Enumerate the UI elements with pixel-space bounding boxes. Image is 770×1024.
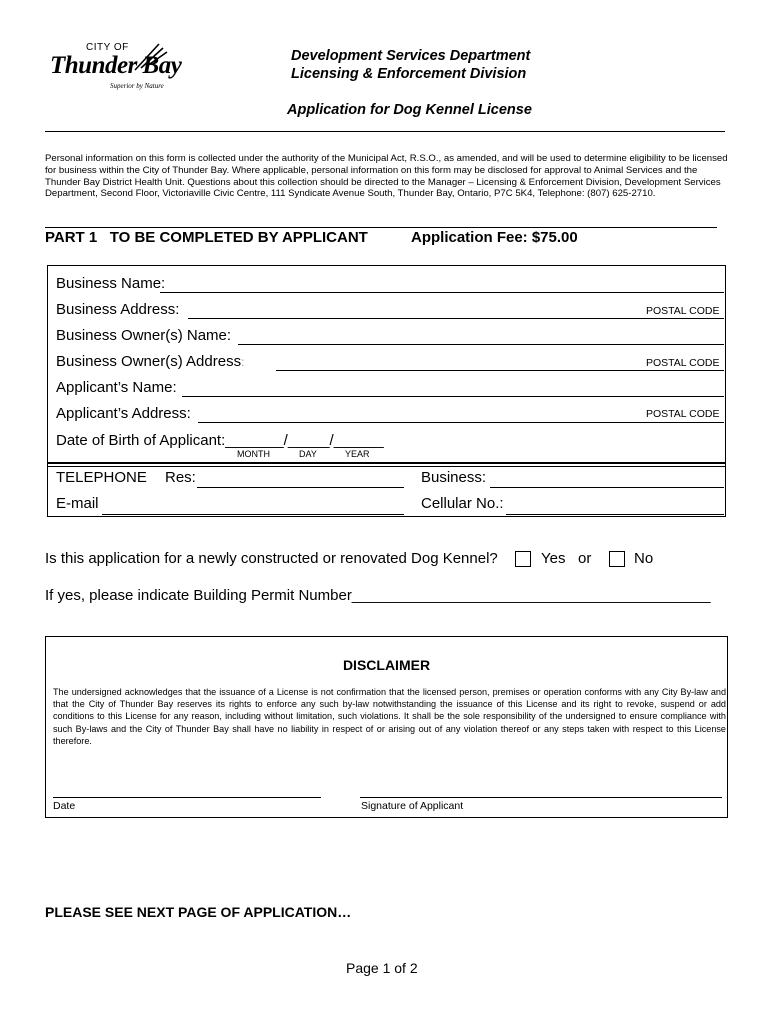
owner-address-line[interactable]: [276, 370, 724, 371]
signature-line[interactable]: [360, 797, 722, 798]
privacy-notice: Personal information on this form is collected under the authority of the Municipal Act, R.S.O., as amended, and will be used to determine eligibility to be licensed for business within the City of Thunder Bay. Where applicable, personal information on this form may be disclosed for approval to Animal Services and the Thunder Bay District Health Unit. Questions about this collection should be directed to the Manager – Licensing & Enforcement Division, Development Services Department, Second Floor, Victoriaville Civic Centre, 111 Syndicate Avenue South, Thunder Bay, Ontario, P7C 5K4, Telephone: (807) 625-2710.: [45, 153, 728, 200]
logo-tagline: Superior by Nature: [110, 82, 164, 90]
signature-label: Signature of Applicant: [361, 800, 464, 812]
department-name: Development Services Department: [291, 48, 531, 64]
part1-heading: PART 1 TO BE COMPLETED BY APPLICANT: [45, 229, 368, 246]
business-address-line[interactable]: [188, 318, 724, 319]
business-name-line[interactable]: [160, 292, 724, 293]
dob-year-label: YEAR: [345, 449, 370, 459]
email-line[interactable]: [102, 514, 404, 515]
disclaimer-title: DISCLAIMER: [342, 657, 431, 673]
owner-address-label: Business Owner(s) Address:: [56, 353, 245, 370]
postal-code-label: POSTAL CODE: [646, 305, 720, 317]
part1-divider: [45, 227, 717, 228]
form-title: Application for Dog Kennel License: [287, 102, 532, 118]
business-address-label: Business Address:: [56, 301, 180, 318]
applicant-address-label: Applicant’s Address:: [56, 405, 191, 422]
city-logo: [48, 42, 188, 94]
logo-city-text: CITY OF: [86, 42, 129, 53]
owner-name-line[interactable]: [238, 344, 724, 345]
applicant-address-line[interactable]: [198, 422, 724, 423]
division-name: Licensing & Enforcement Division: [291, 66, 527, 82]
kennel-question: Is this application for a newly constructed or renovated Dog Kennel?: [45, 550, 498, 567]
yes-checkbox[interactable]: [515, 551, 531, 567]
header-divider: [45, 131, 725, 132]
cellular-line[interactable]: [506, 514, 724, 515]
res-phone-label: Res:: [165, 469, 196, 486]
page-number: Page 1 of 2: [346, 960, 418, 976]
date-label: Date: [53, 800, 76, 812]
no-label: No: [634, 550, 654, 567]
contact-box: [47, 463, 726, 517]
yes-label: Yes: [541, 550, 566, 567]
date-line[interactable]: [53, 797, 321, 798]
telephone-label: TELEPHONE: [56, 469, 147, 486]
next-page-notice: PLEASE SEE NEXT PAGE OF APPLICATION…: [45, 904, 352, 920]
dob-day-label: DAY: [299, 449, 317, 459]
dob-month-label: MONTH: [237, 449, 270, 459]
or-label: or: [578, 550, 592, 567]
business-phone-line[interactable]: [490, 487, 724, 488]
building-permit-field[interactable]: If yes, please indicate Building Permit Number___________________________________________: [45, 587, 711, 604]
owner-name-label: Business Owner(s) Name:: [56, 327, 232, 344]
postal-code-label: POSTAL CODE: [646, 357, 720, 369]
cellular-label: Cellular No.:: [421, 495, 504, 512]
applicant-name-line[interactable]: [182, 396, 724, 397]
no-checkbox[interactable]: [609, 551, 625, 567]
postal-code-label: POSTAL CODE: [646, 408, 720, 420]
email-label: E-mail: [56, 495, 99, 512]
disclaimer-text: The undersigned acknowledges that the issuance of a License is not confirmation that the licensed person, premises or operation conforms with any City By-law and that the City of Thunder Bay reserves its rights to enforce any such by-law notwithstanding the issuance of this License and its right to revoke, suspend or add conditions to this License for any reason, including without limitation, such violations. It shall be the sole responsibility of the undersigned to ensure compliance with such By-laws and the City of Thunder Bay shall have no liability in respect of or arising out of any violation thereof or any steps taken with respect to this License therefore.: [53, 687, 726, 746]
applicant-name-label: Applicant’s Name:: [56, 379, 177, 396]
dob-field[interactable]: Date of Birth of Applicant:_______/_____/______: [56, 432, 384, 449]
res-phone-line[interactable]: [197, 487, 404, 488]
business-name-label: Business Name:: [56, 275, 166, 292]
application-fee: Application Fee: $75.00: [411, 229, 578, 246]
business-phone-label: Business:: [421, 469, 487, 486]
logo-name: Thunder Bay: [50, 52, 182, 79]
